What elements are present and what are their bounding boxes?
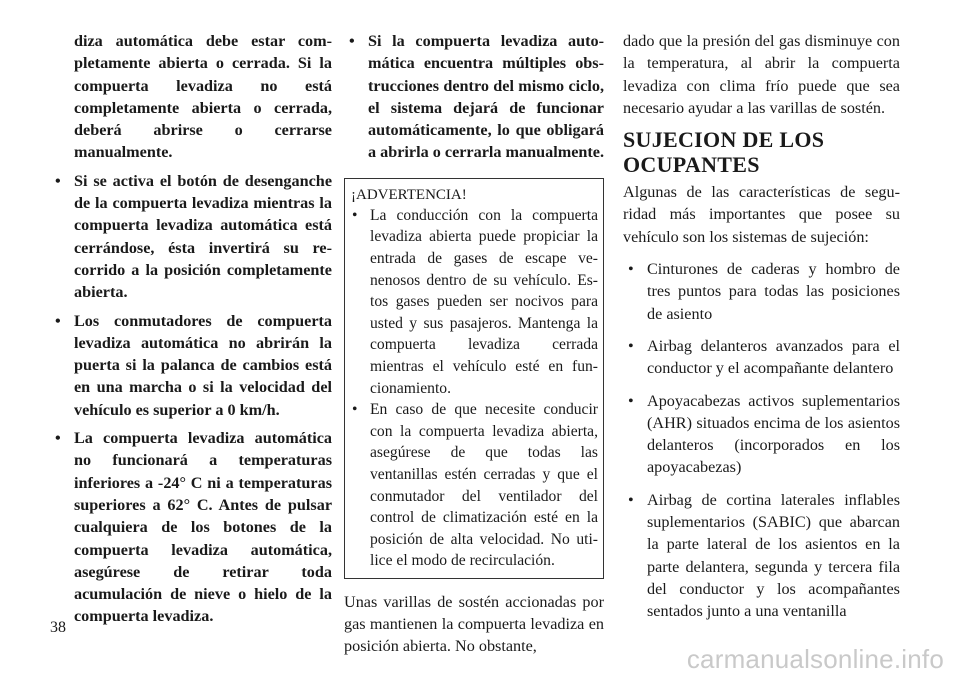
warning-item: • La conducción con la compuerta levadiza abierta puede propiciar la entrada de gases de escape venenosos dentro de su vehículo. Estos gases pueden ser nocivos para usted y sus pasajeros. Mantenga la compuerta levadiza cerrada mientras el vehículo esté en funcionamiento. bbox=[351, 205, 598, 399]
column-right bbox=[623, 30, 900, 623]
gas-struts-paragraph-continued: dado que la presión del gas disminuye con la temperatura, al abrir la compuerta levadiza con clima frío puede que sea necesario ayudar a las varillas de sostén. bbox=[623, 32, 900, 117]
bullet-list bbox=[623, 258, 900, 622]
continued-paragraph: diza automática debe estar completamente abierta o cerrada. Si la compuerta levadiza no está completamente abierta o cerrada, deberá abrirse o cerrarse manualmente. bbox=[74, 32, 332, 162]
list-item: • Si se activa el botón de desenganche de la compuerta levadiza mientras la compuerta levadiza automática está cerrándose, ésta invertirá su recorrido a la posición completamente abierta. bbox=[50, 170, 332, 304]
bullet-list bbox=[344, 30, 604, 164]
heading-line-1: SUJECION DE LOS bbox=[623, 127, 825, 153]
list-item: • Apoyacabezas activos suplementarios (AHR) situados encima de los asientos delanteros (incorporados en los apoyacabezas) bbox=[623, 390, 900, 479]
list-item: • Airbag de cortina laterales inflables suplementarios (SABIC) que abarcan la parte lateral de los asientos en la parte delantera, segunda y tercera fila del conductor y los acompañantes sentados junto a una ventanilla bbox=[623, 489, 900, 623]
gas-struts-paragraph: Unas varillas de sostén accionadas por gas mantienen la compuerta levadiza en posición abierta. No obstante, bbox=[344, 592, 604, 656]
page-number: 38 bbox=[50, 619, 66, 636]
warning-list bbox=[351, 205, 598, 572]
warning-item: • En caso de que necesite conducir con la compuerta levadiza abierta, asegúrese de que todas las ventanillas estén cerradas y que el conmutador del ventilador del control de climatización esté en la posición de alta velocidad. No utilice el modo de recirculación. bbox=[351, 399, 598, 572]
list-item: • Si la compuerta levadiza automática encuentra múltiples obstrucciones dentro del mismo ciclo, el sistema dejará de funcionar automáticamente, lo que obligará a abrirla o cerrarla manualmente. bbox=[344, 30, 604, 164]
column-middle bbox=[344, 30, 604, 658]
list-item: • Cinturones de caderas y hombro de tres puntos para todas las posiciones de asiento bbox=[623, 258, 900, 325]
list-item: • La compuerta levadiza automática no funcionará a temperaturas inferiores a -24° C ni a temperaturas superiores a 62° C. Antes de pulsar cualquiera de los botones de la compuerta levadiza automática, asegúrese de retirar toda acumulación de nieve o hielo de la compuerta levadiza. bbox=[50, 427, 332, 628]
column-left bbox=[50, 30, 332, 628]
list-item: • Los conmutadores de compuerta levadiza automática no abrirán la puerta si la palanca de cambios está en una marcha o si la velocidad del vehículo es superior a 0 km/h. bbox=[50, 310, 332, 421]
section-heading bbox=[623, 127, 900, 177]
warning-title: ¡ADVERTENCIA! bbox=[351, 186, 467, 203]
list-item: • Airbag delanteros avanzados para el conductor y el acompañante delantero bbox=[623, 335, 900, 380]
bullet-list bbox=[50, 170, 332, 628]
heading-line-2: OCUPANTES bbox=[623, 152, 760, 178]
warning-box bbox=[344, 178, 604, 579]
watermark: carmanualsonline.info bbox=[686, 644, 944, 674]
section-intro: Algunas de las características de seguridad más importantes que posee su vehículo son los sistemas de sujeción: bbox=[623, 183, 900, 246]
